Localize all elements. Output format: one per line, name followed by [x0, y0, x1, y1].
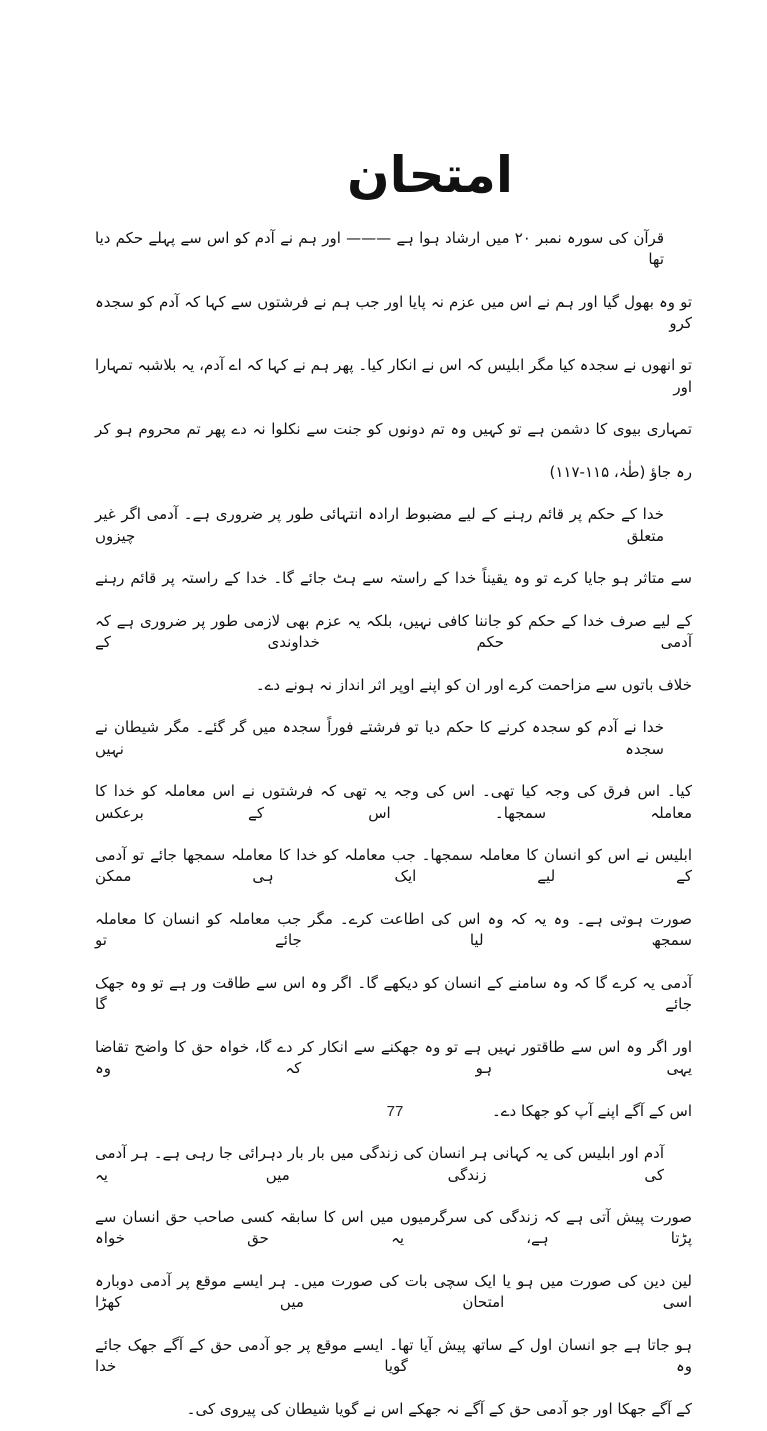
text-line: آدم اور ابلیس کی یہ کہانی ہر انسان کی زندگی میں بار بار دہرائی جا رہی ہے۔ ہر آدمی کی زندگی میں یہ: [95, 1144, 664, 1184]
text-line: خدا نے آدم کو سجدہ کرنے کا حکم دیا تو فرشتے فوراً سجدہ میں گر گئے۔ مگر شیطان نے سجدہ نہیں: [95, 718, 664, 758]
text-line: تو وہ بھول گیا اور ہم نے اس میں عزم نہ پایا اور جب ہم نے فرشتوں سے کہا کہ آدم کو سجدہ کرو: [95, 292, 692, 332]
paragraph-2: [95, 494, 692, 707]
text-line: رہ جاؤ (طٰہٰ، ۱۱۵-۱۱۷): [549, 462, 692, 481]
page-body: [95, 217, 692, 1431]
text-line: اس کے آگے اپنے آپ کو جھکا دے۔: [491, 1101, 692, 1120]
text-line: ہو جاتا ہے جو انسان اول کے ساتھ پیش آیا تھا۔ ایسے موقع پر جو آدمی حق کے آگے جھک جائے وہ گویا خدا: [95, 1335, 692, 1376]
paragraph-1: [95, 217, 692, 494]
paragraph-3: [95, 707, 692, 1133]
text-line: کے لیے صرف خدا کے حکم کو جاننا کافی نہیں، بلکہ یہ عزم بھی لازمی طور پر ضروری ہے کہ آدمی حکم خداوندی کے: [95, 611, 692, 652]
text-line: صورت پیش آتی ہے کہ زندگی کی سرگرمیوں میں اس کا سابقہ کسی صاحب حق انسان سے پڑتا ہے، یہ حق خواہ: [95, 1208, 692, 1248]
text-line: سے متاثر ہو جایا کرے تو وہ یقیناً خدا کے راستہ سے ہٹ جائے گا۔ خدا کے راستہ پر قائم رہنے: [95, 569, 692, 588]
text-line: خدا کے حکم پر قائم رہنے کے لیے مضبوط ارادہ انتہائی طور پر ضروری ہے۔ آدمی اگر غیر متعلق چیزوں: [95, 505, 664, 545]
text-line: کیا۔ اس فرق کی وجہ کیا تھی۔ اس کی وجہ یہ تھی کہ فرشتوں نے اس معاملہ کو خدا کا معاملہ سمجھا۔ اس کے برعکس: [95, 782, 692, 822]
text-line: لین دین کی صورت میں ہو یا ایک سچی بات کی صورت میں۔ ہر ایسے موقع پر آدمی دوبارہ اسی امتحان میں کھڑا: [95, 1271, 692, 1312]
text-line: آدمی یہ کرے گا کہ وہ سامنے کے انسان کو دیکھے گا۔ اگر وہ اس سے طاقت ور ہے تو وہ جھک جائے گا: [95, 973, 692, 1014]
text-line: صورت ہوتی ہے۔ وہ یہ کہ وہ اس کی اطاعت کرے۔ مگر جب معاملہ کو انسان کا معاملہ سمجھ لیا جائے تو: [95, 910, 692, 950]
text-line: تمہاری بیوی کا دشمن ہے تو کہیں وہ تم دونوں کو جنت سے نکلوا نہ دے پھر تم محروم ہو کر: [95, 420, 692, 439]
text-line: کے آگے جھکا اور جو آدمی حق کے آگے نہ جھکے اس نے گویا شیطان کی پیروی کی۔: [186, 1399, 692, 1418]
page-number: 77: [386, 1103, 404, 1120]
text-line: اور اگر وہ اس سے طاقتور نہیں ہے تو وہ جھکنے سے انکار کر دے گا، خواہ حق کا واضح تقاضا یہی ہو کہ وہ: [95, 1037, 692, 1078]
text-line: ابلیس نے اس کو انسان کا معاملہ سمجھا۔ جب معاملہ کو خدا کا معاملہ سمجھا جائے تو آدمی کے لیے ایک ہی ممکن: [95, 846, 692, 886]
page-title: امتحان: [347, 146, 513, 204]
paragraph-4: [95, 1133, 692, 1431]
text-line: تو انھوں نے سجدہ کیا مگر ابلیس کہ اس نے انکار کیا۔ پھر ہم نے کہا کہ اے آدم، یہ بلاشبہ تمہارا اور: [95, 356, 692, 396]
text-line: خلاف باتوں سے مزاحمت کرے اور ان کو اپنے اوپر اثر انداز نہ ہونے دے۔: [255, 675, 692, 694]
text-line: قرآن کی سورہ نمبر ۲۰ میں ارشاد ہوا ہے ——— اور ہم نے آدم کو اس سے پہلے حکم دیا تھا: [95, 228, 664, 268]
